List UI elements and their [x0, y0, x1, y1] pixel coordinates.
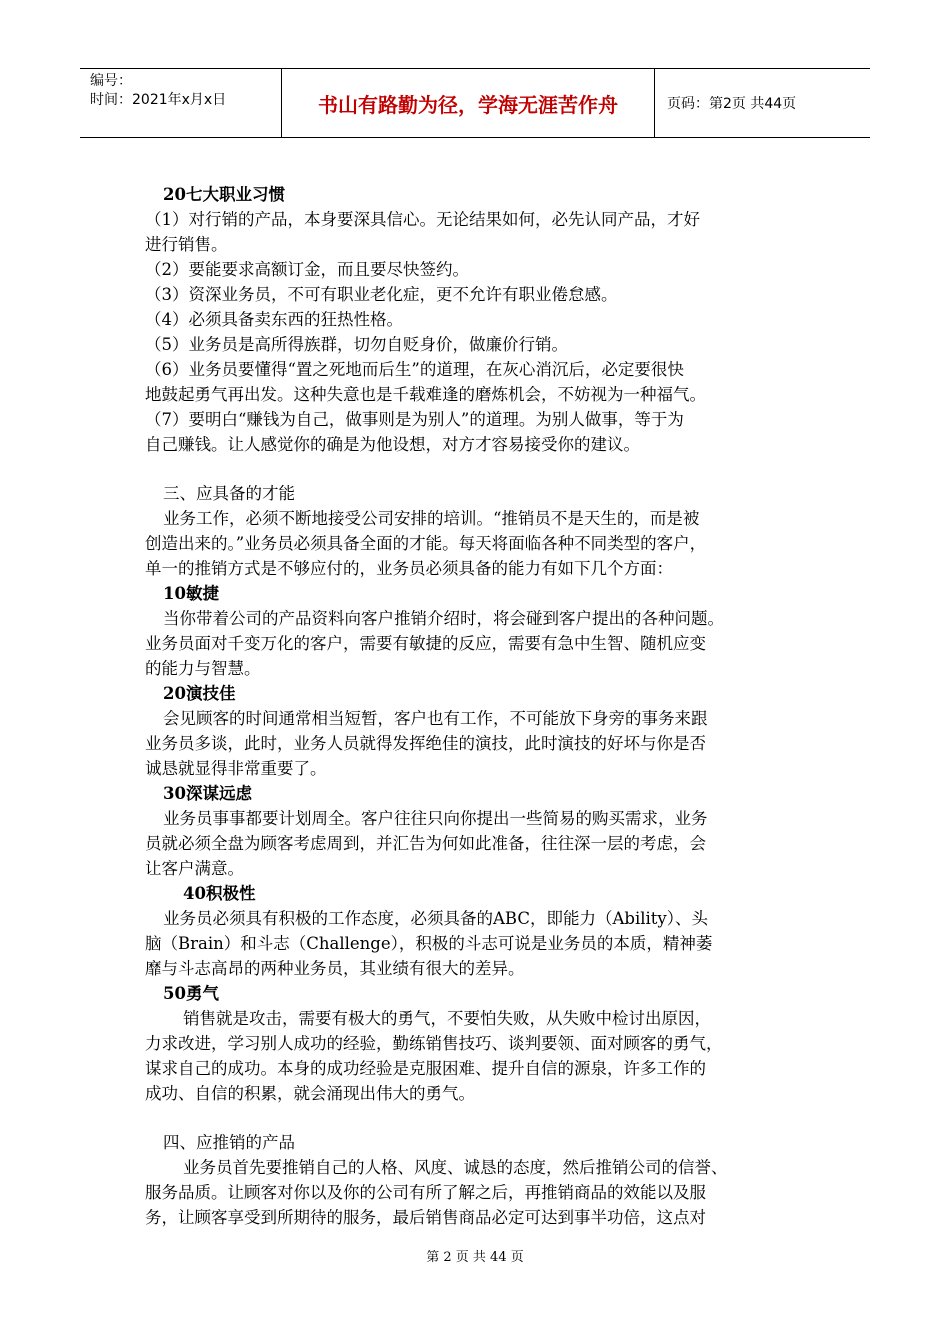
paragraph-line: 业务员事事都要计划周全。客户往往只向你提出一些简易的购买需求，业务 — [163, 809, 708, 828]
header-page-label: 页码：第2页 共44页 — [667, 96, 797, 112]
subheading: 30深谋远虑 — [163, 784, 252, 803]
paragraph-line: 自己赚钱。让人感觉你的确是为他设想，对方才容易接受你的建议。 — [145, 435, 640, 454]
paragraph-line: 靡与斗志高昂的两种业务员，其业绩有很大的差异。 — [145, 959, 525, 978]
paragraph-line: 服务品质。让顾客对你以及你的公司有所了解之后，再推销商品的效能以及服 — [145, 1183, 706, 1202]
header-motto: 书山有路勤为径，学海无涯苦作舟 — [282, 69, 655, 137]
paragraph-line: 业务员必须具有积极的工作态度，必须具备的ABC，即能力（Ability）、头 — [163, 909, 708, 928]
paragraph-line: 会见顾客的时间通常相当短暂，客户也有工作，不可能放下身旁的事务来跟 — [163, 709, 708, 728]
paragraph-line: （3）资深业务员，不可有职业老化症，更不允许有职业倦怠感。 — [145, 285, 618, 304]
page-footer: 第 2 页 共 44 页 — [426, 1250, 524, 1265]
paragraph-line: 创造出来的。”业务员必须具备全面的才能。每天将面临各种不同类型的客户， — [145, 534, 707, 553]
paragraph-line: （1）对行销的产品，本身要深具信心。无论结果如何，必先认同产品，才好 — [145, 210, 700, 229]
page-header — [80, 68, 870, 138]
paragraph-line: 地鼓起勇气再出发。这种失意也是千载难逢的磨炼机会，不妨视为一种福气。 — [145, 385, 706, 404]
paragraph-line: 的能力与智慧。 — [145, 659, 261, 678]
paragraph-line: 让客户满意。 — [145, 859, 244, 878]
paragraph-line: 诚恳就显得非常重要了。 — [145, 759, 327, 778]
paragraph-line: （4）必须具备卖东西的狂热性格。 — [145, 310, 403, 329]
paragraph-line: 力求改进，学习别人成功的经验，勤练销售技巧、谈判要领、面对顾客的勇气， — [145, 1034, 723, 1053]
paragraph-line: 业务员首先要推销自己的人格、风度、诚恳的态度，然后推销公司的信誉、 — [183, 1158, 728, 1177]
paragraph-line: 单一的推销方式是不够应付的，业务员必须具备的能力有如下几个方面： — [145, 559, 673, 578]
paragraph-line: 脑（Brain）和斗志（Challenge），积极的斗志可说是业务员的本质，精神萎 — [145, 934, 713, 953]
paragraph-line: 销售就是攻击，需要有极大的勇气，不要怕失败，从失败中检讨出原因， — [183, 1009, 711, 1028]
section-heading: 四、应推销的产品 — [163, 1133, 295, 1152]
section-heading: 20七大职业习惯 — [163, 185, 285, 204]
document-body — [145, 182, 810, 1230]
paragraph-line: 员就必须全盘为顾客考虑周到，并汇告为何如此准备，往往深一层的考虑，会 — [145, 834, 706, 853]
paragraph-line: （7）要明白“赚钱为自己，做事则是为别人”的道理。为别人做事，等于为 — [145, 410, 684, 429]
subheading: 20演技佳 — [163, 684, 236, 703]
subheading: 50勇气 — [163, 984, 219, 1003]
paragraph-line: 业务工作，必须不断地接受公司安排的培训。“推销员不是天生的，而是被 — [163, 509, 700, 528]
paragraph-line: 成功、自信的积累，就会涌现出伟大的勇气。 — [145, 1084, 475, 1103]
paragraph-line: 当你带着公司的产品资料向客户推销介绍时，将会碰到客户提出的各种问题。 — [163, 609, 724, 628]
paragraph-line: 务，让顾客享受到所期待的服务，最后销售商品必定可达到事半功倍，这点对 — [145, 1208, 706, 1227]
time-label: 时间：2021年x月x日 — [90, 92, 227, 108]
paragraph-line: （2）要能要求高额订金，而且要尽快签约。 — [145, 260, 469, 279]
subheading: 10敏捷 — [163, 584, 219, 603]
paragraph-line: 业务员多谈，此时，业务人员就得发挥绝佳的演技，此时演技的好坏与你是否 — [145, 734, 706, 753]
paragraph-line: 业务员面对千变万化的客户，需要有敏捷的反应，需要有急中生智、随机应变 — [145, 634, 706, 653]
paragraph-line: 进行销售。 — [145, 235, 228, 254]
section-heading: 三、应具备的才能 — [163, 484, 295, 503]
paragraph-line: （6）业务员要懂得“置之死地而后生”的道理，在灰心消沉后，必定要很快 — [145, 360, 684, 379]
subheading: 40积极性 — [183, 884, 256, 903]
paragraph-line: （5）业务员是高所得族群，切勿自贬身价，做廉价行销。 — [145, 335, 568, 354]
header-meta — [80, 69, 282, 137]
paragraph-line: 谋求自己的成功。本身的成功经验是克服困难、提升自信的源泉，许多工作的 — [145, 1059, 706, 1078]
number-label: 编号： — [90, 73, 132, 89]
